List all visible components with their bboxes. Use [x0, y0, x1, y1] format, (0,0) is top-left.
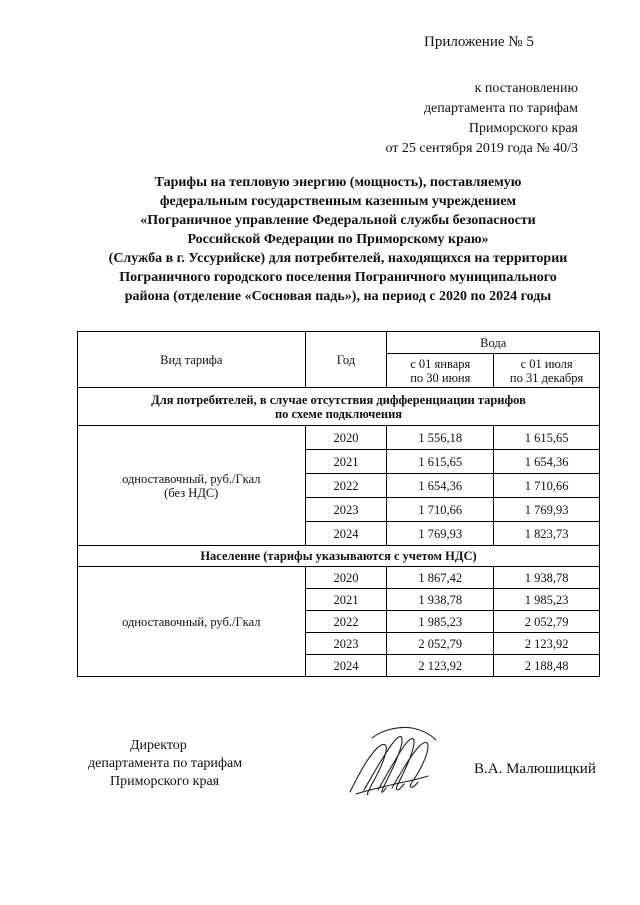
document-title: [60, 173, 616, 306]
g1-value-h1-2024: 1 769,93: [387, 522, 494, 546]
header-tariff-type: Вид тарифа: [78, 332, 306, 388]
role-line-2: департамента по тарифам: [88, 756, 243, 771]
ref-line-2: департамента по тарифам: [423, 101, 578, 116]
g1-value-h2-2020: 1 615,65: [494, 426, 600, 450]
g2-value-h1-2021: 1 938,78: [387, 589, 494, 611]
header-period-1: [387, 354, 494, 388]
g2-value-h2-2024: 2 188,48: [494, 655, 600, 677]
title-line-7: района (отделение «Сосновая падь»), на период с 2020 по 2024 годы: [124, 289, 552, 304]
g1-year-2024: 2024: [305, 522, 387, 546]
g2-value-h1-2023: 2 052,79: [387, 633, 494, 655]
g2-value-h1-2020: 1 867,42: [387, 567, 494, 589]
g1-value-h2-2021: 1 654,36: [494, 450, 600, 474]
title-line-2: федеральным государственным казенным учреждением: [159, 194, 517, 209]
section-no-differentiation: [78, 388, 600, 426]
g2-year-2023: 2023: [305, 633, 387, 655]
group-1-label-line-1: одноставочный, руб./Гкал: [122, 471, 261, 486]
period-1-to: по 30 июня: [410, 370, 471, 385]
group-1-label-line-2: (без НДС): [164, 485, 219, 500]
g2-value-h2-2020: 1 938,78: [494, 567, 600, 589]
appendix-number: Приложение № 5: [424, 34, 534, 50]
role-line-3: Приморского края: [110, 774, 220, 789]
decree-reference: [385, 79, 578, 159]
role-line-1: Директор: [130, 738, 187, 753]
g1-value-h1-2021: 1 615,65: [387, 450, 494, 474]
g1-value-h2-2022: 1 710,66: [494, 474, 600, 498]
g2-year-2020: 2020: [305, 567, 387, 589]
g2-year-2022: 2022: [305, 611, 387, 633]
title-line-1: Тарифы на тепловую энергию (мощность), поставляемую: [154, 175, 522, 190]
g1-value-h1-2023: 1 710,66: [387, 498, 494, 522]
g1-year-2020: 2020: [305, 426, 387, 450]
section-population: Население (тарифы указываются с учетом НДС): [78, 546, 600, 567]
ref-line-3: Приморского края: [468, 121, 578, 136]
g1-value-h2-2023: 1 769,93: [494, 498, 600, 522]
header-year: Год: [305, 332, 387, 388]
g2-value-h1-2024: 2 123,92: [387, 655, 494, 677]
g2-year-2021: 2021: [305, 589, 387, 611]
section-1-line-1: Для потребителей, в случае отсутствия дифференциации тарифов: [151, 392, 526, 407]
header-period-2: [494, 354, 600, 388]
period-1-from: с 01 января: [410, 356, 471, 371]
title-line-5: (Служба в г. Уссурийске) для потребителей, находящихся на территории: [108, 251, 568, 266]
g1-year-2023: 2023: [305, 498, 387, 522]
title-line-3: «Пограничное управление Федеральной службы безопасности: [140, 213, 536, 228]
period-2-from: с 01 июля: [520, 356, 573, 371]
g2-value-h2-2023: 2 123,92: [494, 633, 600, 655]
signatory-name: В.А. Малюшицкий: [474, 761, 596, 777]
g2-year-2024: 2024: [305, 655, 387, 677]
tariff-table: [77, 331, 600, 677]
handwritten-signature: [342, 720, 442, 812]
period-2-to: по 31 декабря: [509, 370, 584, 385]
ref-line-1: к постановлению: [474, 81, 578, 96]
g1-year-2021: 2021: [305, 450, 387, 474]
g1-value-h1-2020: 1 556,18: [387, 426, 494, 450]
header-water: Вода: [387, 332, 600, 354]
group-2-tariff-label: одноставочный, руб./Гкал: [78, 567, 306, 677]
g2-value-h2-2022: 2 052,79: [494, 611, 600, 633]
g2-value-h1-2022: 1 985,23: [387, 611, 494, 633]
section-1-line-2: по схеме подключения: [274, 406, 403, 421]
g2-value-h2-2021: 1 985,23: [494, 589, 600, 611]
g1-value-h2-2024: 1 823,73: [494, 522, 600, 546]
g1-value-h1-2022: 1 654,36: [387, 474, 494, 498]
title-line-4: Российской Федерации по Приморскому краю»: [187, 232, 489, 247]
title-line-6: Пограничного городского поселения Пограничного муниципального: [119, 270, 557, 285]
group-1-tariff-label: [78, 426, 306, 546]
ref-line-4: от 25 сентября 2019 года № 40/3: [385, 141, 578, 156]
g1-year-2022: 2022: [305, 474, 387, 498]
signatory-position: [88, 737, 242, 791]
